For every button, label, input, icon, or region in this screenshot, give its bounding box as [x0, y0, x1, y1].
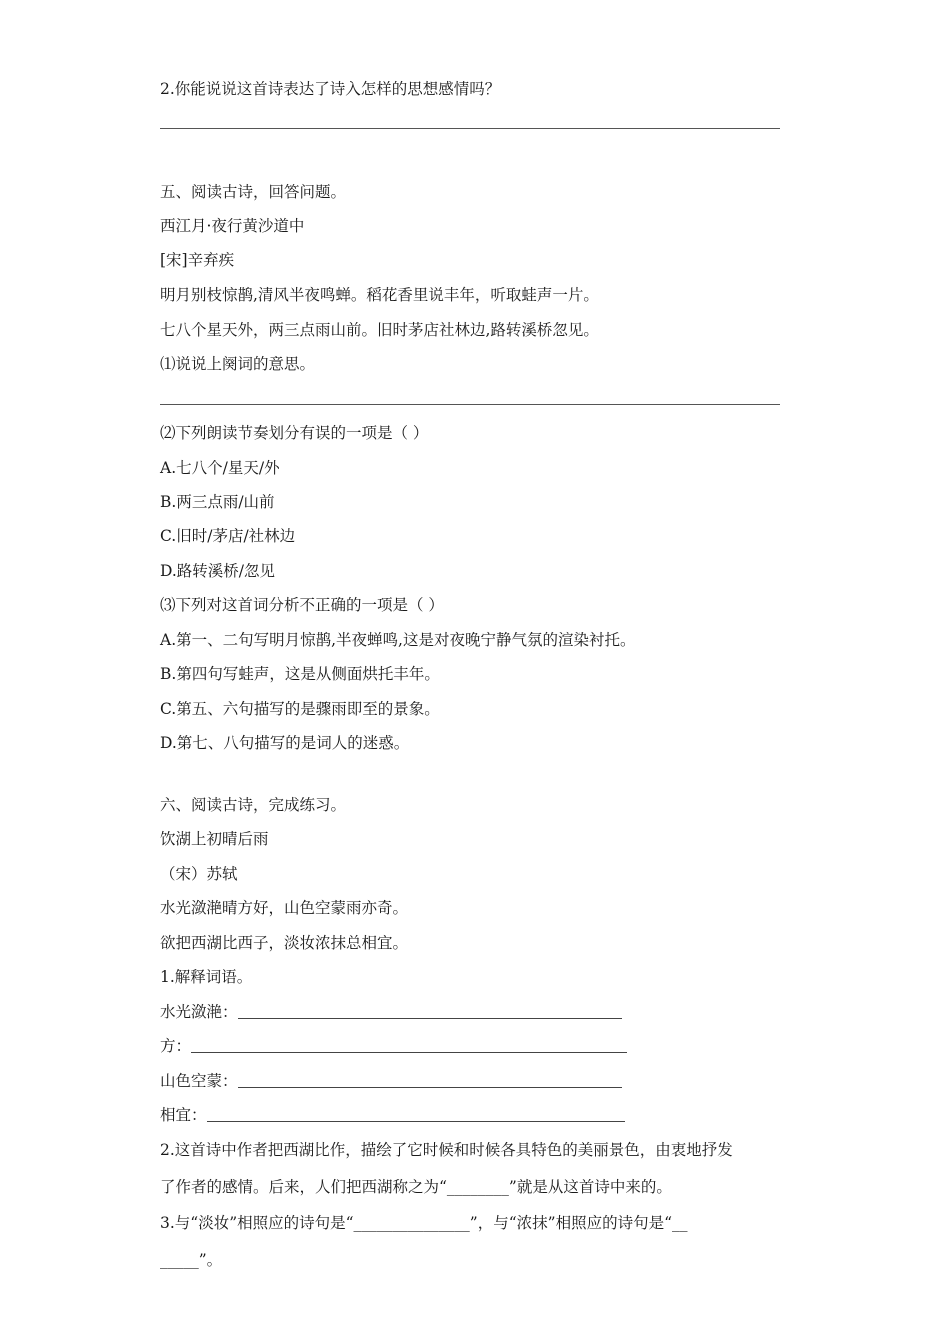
term-row [160, 1001, 622, 1023]
poem-author: （宋）苏轼 [160, 865, 238, 883]
term-label: 水光潋滟： [160, 1003, 238, 1021]
poem-title: 西江月·夜行黄沙道中 [160, 217, 305, 235]
poem-title: 饮湖上初晴后雨 [160, 830, 269, 848]
answer-line [160, 404, 780, 405]
option: C.第五、六句描写的是骤雨即至的景象。 [160, 700, 440, 718]
answer-field[interactable] [238, 1002, 622, 1019]
poem-line: 欲把西湖比西子，淡妆浓抹总相宜。 [160, 934, 409, 952]
term-row [160, 1070, 622, 1092]
question: 2.这首诗中作者把西湖比作，描绘了它时候和时候各具特色的美丽景色，由衷地抒发 [160, 1141, 733, 1159]
section6-heading: 六、阅读古诗，完成练习。 [160, 796, 347, 814]
section4-q2: 2.你能说说这首诗表达了诗入怎样的思想感情吗？ [160, 80, 501, 98]
term-label: 相宜： [160, 1106, 207, 1124]
poem-line: 水光潋滟晴方好，山色空蒙雨亦奇。 [160, 899, 409, 917]
option: A.七八个/星天/外 [160, 459, 280, 477]
poem-author: [宋]辛弃疾 [160, 251, 235, 269]
option: B.第四句写蛙声，这是从侧面烘托丰年。 [160, 665, 440, 683]
option: D.路转溪桥/忽见 [160, 562, 276, 580]
term-label: 山色空蒙： [160, 1072, 238, 1090]
question: ⑴说说上阕词的意思。 [160, 355, 316, 373]
section5-heading: 五、阅读古诗，回答问题。 [160, 183, 347, 201]
answer-field[interactable] [207, 1105, 625, 1122]
term-row [160, 1104, 625, 1126]
option: C.旧时/茅店/社林边 [160, 527, 296, 545]
question: ⑵下列朗读节奏划分有误的一项是（ ） [160, 424, 429, 442]
option: D.第七、八句描写的是词人的迷惑。 [160, 734, 410, 752]
term-label: 方： [160, 1037, 192, 1055]
question-continuation: _____”。 [160, 1251, 223, 1269]
question: ⑶下列对这首词分析不正确的一项是（ ） [160, 596, 444, 614]
question: 3.与“淡妆”相照应的诗句是“_______________”，与“浓抹”相照应的诗句是“__ [160, 1214, 688, 1232]
answer-field[interactable] [191, 1036, 627, 1053]
question-continuation: 了作者的感情。后来，人们把西湖称之为“________”就是从这首诗中来的。 [160, 1178, 672, 1196]
poem-line: 七八个星天外，两三点雨山前。旧时茅店社林边,路转溪桥忽见。 [160, 321, 599, 339]
poem-line: 明月别枝惊鹊,清风半夜鸣蝉。稻花香里说丰年，听取蛙声一片。 [160, 286, 599, 304]
term-row [160, 1035, 627, 1057]
answer-field[interactable] [238, 1071, 622, 1088]
question: 1.解释词语。 [160, 968, 253, 986]
option: A.第一、二句写明月惊鹊,半夜蝉鸣,这是对夜晚宁静气氛的渲染衬托。 [160, 631, 636, 649]
answer-line [160, 128, 780, 129]
option: B.两三点雨/山前 [160, 493, 275, 511]
